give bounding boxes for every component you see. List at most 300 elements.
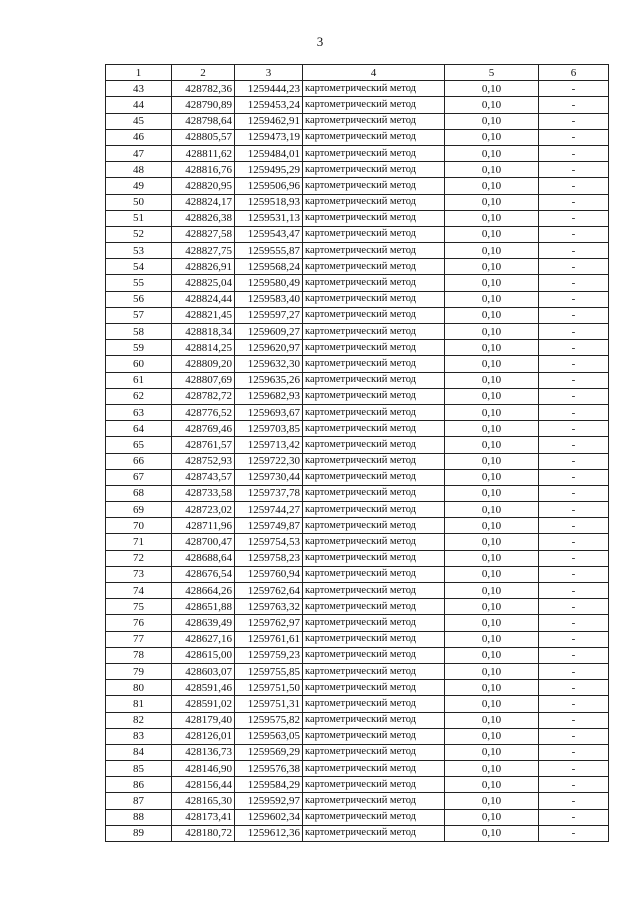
table-cell: - [539,680,609,696]
table-row [106,825,609,841]
table-cell: 0,10 [445,324,539,340]
table-cell: 72 [106,550,172,566]
table-cell: 1259583,40 [235,291,303,307]
table-cell: 1259453,24 [235,97,303,113]
table-cell: 1259722,30 [235,453,303,469]
table-cell: 0,10 [445,453,539,469]
table-row [106,728,609,744]
table-row [106,744,609,760]
table-cell: 428816,76 [172,162,235,178]
table-cell: картометрический метод [303,615,445,631]
table-row [106,404,609,420]
table-cell: картометрический метод [303,340,445,356]
table-cell: 0,10 [445,226,539,242]
table-cell: 428173,41 [172,809,235,825]
table-cell: картометрический метод [303,647,445,663]
table-cell: 0,10 [445,243,539,259]
table-cell: 1259568,24 [235,259,303,275]
table-cell: картометрический метод [303,372,445,388]
table-row [106,793,609,809]
table-cell: 0,10 [445,372,539,388]
table-cell: картометрический метод [303,129,445,145]
table-cell: картометрический метод [303,453,445,469]
table-cell: - [539,583,609,599]
table-cell: - [539,534,609,550]
table-row [106,113,609,129]
table-cell: 84 [106,744,172,760]
table-cell: 0,10 [445,566,539,582]
table-cell: 0,10 [445,469,539,485]
table-cell: 0,10 [445,307,539,323]
table-cell: картометрический метод [303,663,445,679]
table-cell: 428782,72 [172,388,235,404]
table-cell: 428821,45 [172,307,235,323]
table-cell: - [539,113,609,129]
table-cell: - [539,761,609,777]
table-cell: 428782,36 [172,81,235,97]
table-cell: картометрический метод [303,113,445,129]
table-cell: картометрический метод [303,566,445,582]
table-cell: - [539,291,609,307]
table-cell: 1259751,50 [235,680,303,696]
table-cell: 58 [106,324,172,340]
table-row [106,777,609,793]
table-body [106,81,609,842]
table-cell: 1259762,97 [235,615,303,631]
table-cell: 1259713,42 [235,437,303,453]
table-cell: 428711,96 [172,518,235,534]
table-cell: 1259682,93 [235,388,303,404]
table-cell: - [539,324,609,340]
table-cell: - [539,388,609,404]
table-cell: - [539,615,609,631]
table-cell: 0,10 [445,388,539,404]
table-row [106,145,609,161]
table-cell: 0,10 [445,81,539,97]
table-row [106,194,609,210]
table-row [106,761,609,777]
table-cell: 428591,02 [172,696,235,712]
table-cell: 1259484,01 [235,145,303,161]
table-cell: - [539,275,609,291]
table-cell: 428664,26 [172,583,235,599]
table-cell: 1259518,93 [235,194,303,210]
table-cell: картометрический метод [303,502,445,518]
table-cell: 428827,75 [172,243,235,259]
table-cell: 428723,02 [172,502,235,518]
table-cell: - [539,453,609,469]
table-cell: 0,10 [445,696,539,712]
table-cell: 428156,44 [172,777,235,793]
table-row [106,647,609,663]
table-cell: 89 [106,825,172,841]
table-row [106,696,609,712]
table-cell: 0,10 [445,259,539,275]
table-cell: - [539,696,609,712]
table-row [106,226,609,242]
table-cell: 81 [106,696,172,712]
table-cell: 1259584,29 [235,777,303,793]
table-cell: - [539,259,609,275]
table-cell: 75 [106,599,172,615]
table-cell: 0,10 [445,404,539,420]
table-cell: картометрический метод [303,825,445,841]
table-cell: 428761,57 [172,437,235,453]
table-cell: картометрический метод [303,469,445,485]
table-cell: 68 [106,485,172,501]
table-cell: 1259575,82 [235,712,303,728]
table-cell: 1259580,49 [235,275,303,291]
table-cell: картометрический метод [303,777,445,793]
table-cell: 0,10 [445,356,539,372]
table-cell: 1259576,38 [235,761,303,777]
table-cell: 428651,88 [172,599,235,615]
table-cell: 64 [106,421,172,437]
table-cell: 0,10 [445,583,539,599]
table-cell: - [539,226,609,242]
table-cell: 0,10 [445,340,539,356]
column-header: 6 [539,65,609,81]
table-cell: 0,10 [445,809,539,825]
table-cell: 47 [106,145,172,161]
table-cell: 0,10 [445,421,539,437]
table-row [106,534,609,550]
table-cell: 0,10 [445,825,539,841]
table-cell: - [539,356,609,372]
table-row [106,259,609,275]
table-cell: картометрический метод [303,243,445,259]
table-cell: картометрический метод [303,583,445,599]
table-cell: картометрический метод [303,437,445,453]
table-cell: 69 [106,502,172,518]
table-cell: картометрический метод [303,421,445,437]
table-cell: 1259495,29 [235,162,303,178]
table-cell: картометрический метод [303,226,445,242]
table-cell: картометрический метод [303,485,445,501]
table-cell: 46 [106,129,172,145]
table-cell: 428827,58 [172,226,235,242]
table-cell: 1259761,61 [235,631,303,647]
table-cell: картометрический метод [303,680,445,696]
table-cell: - [539,777,609,793]
table-cell: 1259758,23 [235,550,303,566]
table-cell: 0,10 [445,550,539,566]
table-row [106,485,609,501]
table-cell: 428743,57 [172,469,235,485]
table-cell: 1259763,32 [235,599,303,615]
table-cell: - [539,210,609,226]
column-header: 4 [303,65,445,81]
table-cell: 59 [106,340,172,356]
table-cell: 1259462,91 [235,113,303,129]
table-cell: 428826,38 [172,210,235,226]
table-cell: 428820,95 [172,178,235,194]
table-cell: 76 [106,615,172,631]
table-cell: 85 [106,761,172,777]
table-cell: 1259749,87 [235,518,303,534]
table-cell: картометрический метод [303,388,445,404]
table-cell: 1259632,30 [235,356,303,372]
table-cell: 428805,57 [172,129,235,145]
table-cell: 0,10 [445,599,539,615]
table-cell: картометрический метод [303,761,445,777]
table-cell: 1259759,23 [235,647,303,663]
table-cell: - [539,421,609,437]
table-row [106,469,609,485]
table-cell: 61 [106,372,172,388]
table-cell: 428769,46 [172,421,235,437]
table-cell: 67 [106,469,172,485]
table-cell: - [539,631,609,647]
table-cell: 70 [106,518,172,534]
table-cell: 53 [106,243,172,259]
table-cell: картометрический метод [303,631,445,647]
table-row [106,210,609,226]
table-cell: - [539,712,609,728]
table-cell: 428807,69 [172,372,235,388]
table-cell: 0,10 [445,145,539,161]
table-cell: 1259737,78 [235,485,303,501]
table-cell: 52 [106,226,172,242]
table-cell: картометрический метод [303,404,445,420]
column-header: 3 [235,65,303,81]
table-cell: 60 [106,356,172,372]
coordinates-table [105,64,609,842]
table-cell: 1259730,44 [235,469,303,485]
table-cell: 428136,73 [172,744,235,760]
table-cell: 1259444,23 [235,81,303,97]
table-cell: 1259555,87 [235,243,303,259]
table-cell: 0,10 [445,178,539,194]
table-cell: 1259609,27 [235,324,303,340]
table-cell: 63 [106,404,172,420]
table-cell: - [539,647,609,663]
table-cell: - [539,178,609,194]
table-cell: 0,10 [445,113,539,129]
table-cell: - [539,566,609,582]
table-cell: - [539,744,609,760]
table-cell: 88 [106,809,172,825]
table-cell: картометрический метод [303,162,445,178]
table-cell: - [539,518,609,534]
table-cell: 66 [106,453,172,469]
table-cell: картометрический метод [303,809,445,825]
table-cell: 0,10 [445,744,539,760]
table-cell: 0,10 [445,761,539,777]
table-cell: 77 [106,631,172,647]
table-cell: 1259620,97 [235,340,303,356]
table-cell: 82 [106,712,172,728]
table-cell: 0,10 [445,210,539,226]
table-cell: картометрический метод [303,194,445,210]
table-row [106,631,609,647]
table-row [106,275,609,291]
table-row [106,550,609,566]
table-cell: 45 [106,113,172,129]
table-row [106,324,609,340]
table-cell: 1259473,19 [235,129,303,145]
table-cell: 428591,46 [172,680,235,696]
table-cell: картометрический метод [303,291,445,307]
table-cell: картометрический метод [303,696,445,712]
table-cell: 428824,17 [172,194,235,210]
table-cell: 428615,00 [172,647,235,663]
table-cell: - [539,340,609,356]
table-cell: картометрический метод [303,550,445,566]
table-cell: - [539,599,609,615]
table-cell: 78 [106,647,172,663]
table-cell: 1259744,27 [235,502,303,518]
table-row [106,663,609,679]
table-cell: - [539,502,609,518]
table-cell: 428627,16 [172,631,235,647]
table-cell: - [539,162,609,178]
table-cell: 428814,25 [172,340,235,356]
table-cell: 428811,62 [172,145,235,161]
table-row [106,421,609,437]
table-cell: 1259531,13 [235,210,303,226]
table-cell: 428126,01 [172,728,235,744]
table-cell: 43 [106,81,172,97]
table-row [106,453,609,469]
table-cell: 428825,04 [172,275,235,291]
table-row [106,178,609,194]
table-cell: 1259754,53 [235,534,303,550]
table-cell: 1259563,05 [235,728,303,744]
table-cell: 55 [106,275,172,291]
table-cell: картометрический метод [303,599,445,615]
table-cell: 0,10 [445,777,539,793]
table-cell: 79 [106,663,172,679]
table-cell: 0,10 [445,518,539,534]
table-cell: 428776,52 [172,404,235,420]
table-cell: 0,10 [445,129,539,145]
table-cell: 0,10 [445,663,539,679]
table-row [106,356,609,372]
table-row [106,518,609,534]
table-cell: картометрический метод [303,145,445,161]
table-cell: - [539,145,609,161]
table-cell: 428826,91 [172,259,235,275]
table-row [106,712,609,728]
table-cell: 1259592,97 [235,793,303,809]
table-cell: 428676,54 [172,566,235,582]
page-number: 3 [316,34,324,49]
table-cell: 71 [106,534,172,550]
table-row [106,680,609,696]
table-row [106,599,609,615]
table-cell: 0,10 [445,615,539,631]
table-cell: - [539,793,609,809]
table-cell: 0,10 [445,647,539,663]
table-cell: картометрический метод [303,356,445,372]
table-cell: - [539,663,609,679]
table-row [106,243,609,259]
table-cell: - [539,469,609,485]
table-cell: картометрический метод [303,793,445,809]
table-row [106,372,609,388]
table-cell: 0,10 [445,631,539,647]
table-cell: 0,10 [445,728,539,744]
table-cell: 51 [106,210,172,226]
table-cell: 428688,64 [172,550,235,566]
table-cell: 1259569,29 [235,744,303,760]
table-cell: - [539,809,609,825]
table-cell: 428639,49 [172,615,235,631]
table-cell: 428790,89 [172,97,235,113]
table-cell: - [539,728,609,744]
table-cell: 0,10 [445,291,539,307]
table-row [106,809,609,825]
table-cell: - [539,437,609,453]
table-cell: 0,10 [445,485,539,501]
table-cell: 428180,72 [172,825,235,841]
column-header: 5 [445,65,539,81]
column-header: 2 [172,65,235,81]
table-cell: 49 [106,178,172,194]
table-cell: 1259703,85 [235,421,303,437]
table-row [106,81,609,97]
table-cell: 1259693,67 [235,404,303,420]
table-cell: картометрический метод [303,712,445,728]
table-cell: 0,10 [445,793,539,809]
table-row [106,566,609,582]
table-cell: - [539,372,609,388]
table-cell: 1259612,36 [235,825,303,841]
table-cell: 83 [106,728,172,744]
table-cell: 80 [106,680,172,696]
table-cell: - [539,97,609,113]
table-cell: 428603,07 [172,663,235,679]
table-cell: 1259597,27 [235,307,303,323]
table-cell: 1259506,96 [235,178,303,194]
table-cell: 428700,47 [172,534,235,550]
table-cell: 0,10 [445,680,539,696]
table-cell: 50 [106,194,172,210]
table-row [106,437,609,453]
table-cell: картометрический метод [303,744,445,760]
table-row [106,615,609,631]
table-cell: картометрический метод [303,81,445,97]
table-cell: 56 [106,291,172,307]
table-cell: 428824,44 [172,291,235,307]
table-cell: 54 [106,259,172,275]
table-cell: 428798,64 [172,113,235,129]
table-cell: картометрический метод [303,210,445,226]
table-cell: 1259762,64 [235,583,303,599]
table-cell: 0,10 [445,712,539,728]
table-cell: 73 [106,566,172,582]
table-row [106,307,609,323]
table-cell: картометрический метод [303,728,445,744]
table-cell: картометрический метод [303,324,445,340]
table-cell: 428165,30 [172,793,235,809]
table-cell: 74 [106,583,172,599]
table-cell: картометрический метод [303,178,445,194]
table-cell: 1259543,47 [235,226,303,242]
table-row [106,340,609,356]
table-cell: 1259760,94 [235,566,303,582]
table-cell: - [539,307,609,323]
table-cell: 1259602,34 [235,809,303,825]
table-cell: картометрический метод [303,275,445,291]
table-cell: 0,10 [445,162,539,178]
table-cell: 44 [106,97,172,113]
table-cell: 0,10 [445,502,539,518]
table-cell: 428179,40 [172,712,235,728]
table-row [106,129,609,145]
table-row [106,583,609,599]
